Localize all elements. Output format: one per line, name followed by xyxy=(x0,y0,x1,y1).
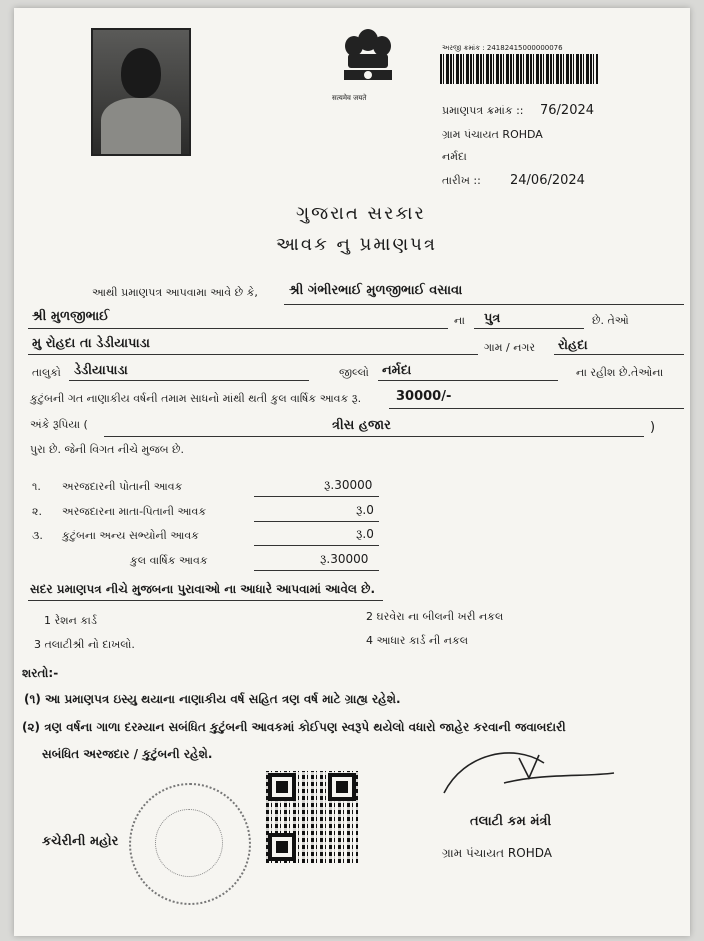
district-label: જીલ્લો xyxy=(339,366,369,379)
emblem-caption: सत्यमेव जयते xyxy=(332,94,367,102)
office-seal-label: કચેરીની મહોર xyxy=(42,834,119,849)
government-title: ગુજરાત સરકાર xyxy=(296,203,426,224)
issue-date: 24/06/2024 xyxy=(510,173,585,188)
certificate-page xyxy=(14,8,690,936)
total-income-label: કુલ વાર્ષિક આવક xyxy=(130,554,208,567)
qr-code xyxy=(266,771,358,863)
resident-text: ના રહીશ છે.તેઓના xyxy=(576,366,664,379)
words-label: અંકે રૂપિયા ( xyxy=(30,418,88,431)
intro-text: આથી પ્રમાણપત્ર આપવામા આવે છે કે, xyxy=(92,286,258,299)
relation-label: ના xyxy=(454,314,465,327)
conditions-heading: શરતો:- xyxy=(22,666,59,680)
office-seal-stamp xyxy=(129,783,251,905)
father-name: શ્રી મુળજીભાઈ xyxy=(32,309,110,324)
certificate-title: આવક નુ પ્રમાણપત્ર xyxy=(276,234,437,255)
income-row-1-amount: રૂ.30000 xyxy=(324,478,373,492)
evidence-heading: સદર પ્રમાણપત્ર નીચે મુજબના પુરાવાઓ ના આધારે આપવામાં આવેલ છે. xyxy=(30,582,376,596)
certificate-number-label: પ્રમાણપત્ર ક્રમાંક :: xyxy=(442,104,524,117)
income-row-1-no: ૧. xyxy=(32,480,41,493)
evidence-item-1: 1 રેશન કાર્ડ xyxy=(44,614,97,627)
applicant-name: શ્રી ગંભીરભાઈ મુળજીભાઈ વસાવા xyxy=(289,283,463,298)
certificate-number: 76/2024 xyxy=(540,103,595,118)
total-income-amount: રૂ.30000 xyxy=(320,552,369,566)
taluka: ડેડીયાપાડા xyxy=(74,363,128,378)
income-row-1-label: અરજદારની પોતાની આવક xyxy=(62,480,183,493)
income-amount: 30000/- xyxy=(396,389,452,404)
condition-2a: (૨) ત્રણ વર્ષના ગાળા દરમ્યાન સબંધિત કુટુંબની આવકમાં કોઈપણ સ્વરૂપે થયેલો વધારો જાહેર કરવાની જવાબદારી xyxy=(22,720,566,734)
words-close: ) xyxy=(650,420,656,435)
taluka-label: તાલુકો xyxy=(32,366,61,379)
income-row-3-no: ૩. xyxy=(32,529,43,542)
application-number: અરજી ક્રમાંક : 24182415000000076 xyxy=(442,44,563,52)
evidence-item-4: 4 આધાર કાર્ડ ની નકલ xyxy=(366,634,469,647)
header-gram-panchayat: ગ્રામ પંચાયત ROHDA xyxy=(442,128,543,141)
income-row-2-no: ૨. xyxy=(32,505,42,518)
village: રોહદા xyxy=(558,338,588,353)
date-label: તારીખ :: xyxy=(442,174,481,187)
signatory-designation: તલાટી કમ મંત્રી xyxy=(470,814,552,829)
relation: પુત્ર xyxy=(484,311,501,326)
teo-text: છે. તેઓ xyxy=(592,314,629,327)
district: નર્મદા xyxy=(382,363,412,378)
income-sentence: કુટુંબની ગત નાણાકીય વર્ષની તમામ સાધનો માંથી થતી કુલ વાર્ષિક આવક રૂ. xyxy=(30,392,362,405)
address: મુ રોહદા તા ડેડીયાપાડા xyxy=(32,336,150,351)
income-row-2-label: અરજદારના માતા-પિતાની આવક xyxy=(62,505,207,518)
evidence-item-2: 2 ઘરવેરા ના બીલની ખરી નકલ xyxy=(366,610,504,623)
amount-in-words: ત્રીસ હજાર xyxy=(332,418,391,433)
ashoka-emblem-icon xyxy=(336,26,400,104)
signature-icon xyxy=(424,743,624,803)
header-district: નર્મદા xyxy=(442,150,467,163)
income-row-2-amount: રૂ.0 xyxy=(356,503,374,517)
income-row-3-amount: રૂ.0 xyxy=(356,527,374,541)
applicant-photo xyxy=(91,28,191,156)
footer-panchayat: ગ્રામ પંચાયત ROHDA xyxy=(442,846,552,860)
village-label: ગામ / નગર xyxy=(484,341,536,354)
condition-1: (૧) આ પ્રમાણપત્ર ઇસ્યુ થયાના નાણાકીય વર્ષ સહિત ત્રણ વર્ષ માટે ગ્રાહ્ય રહેશે. xyxy=(24,692,401,706)
evidence-item-3: 3 તલાટીશ્રી નો દાખલો. xyxy=(34,638,135,651)
details-text: પુરા છે. જેની વિગત નીચે મુજબ છે. xyxy=(30,443,185,456)
condition-2b: સબંધિત અરજદાર / કુટુંબની રહેશે. xyxy=(42,747,213,761)
barcode xyxy=(440,54,598,84)
income-row-3-label: કુટુંબના અન્ય સભ્યોની આવક xyxy=(62,529,199,542)
